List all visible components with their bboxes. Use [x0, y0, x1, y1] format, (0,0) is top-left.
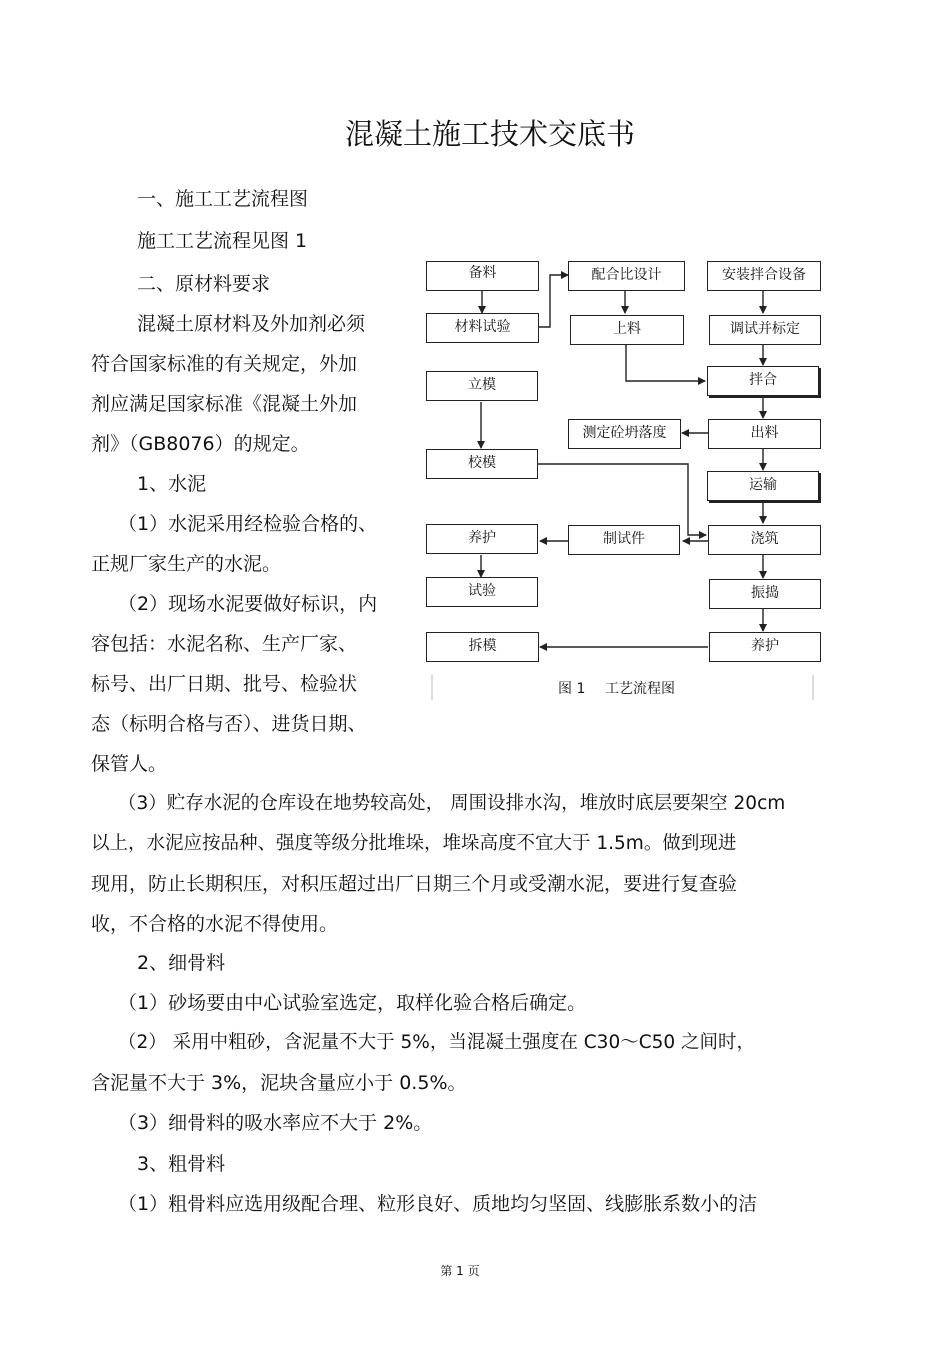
box-test-specimen: 制试件 — [568, 525, 680, 555]
paragraph-line: 剂应满足国家标准《混凝土外加 — [91, 393, 358, 415]
box-feeding: 上料 — [570, 315, 684, 345]
paragraph-line: 态（标明合格与否）、进货日期、 — [91, 713, 367, 735]
paragraph-line: （2） 采用中粗砂，含泥量不大于 5%，当混凝土强度在 C30～C50 之间时， — [118, 1032, 756, 1053]
paragraph-line: （3）细骨料的吸水率应不大于 2%。 — [118, 1112, 433, 1134]
box-beiliao: 备料 — [426, 261, 539, 291]
box-remove-formwork: 拆模 — [426, 632, 539, 662]
paragraph-line: （3）贮存水泥的仓库设在地势较高处， 周围设排水沟，堆放时底层要架空 20cm — [118, 793, 786, 814]
paragraph-line: 收，不合格的水泥不得使用。 — [91, 913, 339, 935]
box-pouring: 浇筑 — [708, 525, 821, 555]
box-slump-test: 测定砼坍落度 — [568, 419, 681, 449]
paragraph-line: 现用，防止长期积压，对积压超过出厂日期三个月或受潮水泥，要进行复查验 — [91, 873, 738, 895]
paragraph-line: （1）水泥采用经检验合格的、 — [118, 513, 378, 535]
subsection-heading: 1、水泥 — [137, 473, 207, 495]
box-mix-design: 配合比设计 — [568, 261, 685, 291]
box-erect-formwork: 立模 — [426, 371, 538, 401]
arrow-test-to-mix-design — [537, 275, 568, 327]
box-mixing: 拌合 — [707, 366, 819, 396]
box-check-formwork: 校模 — [426, 449, 538, 479]
paragraph-line: （1）粗骨料应选用级配合理、粒形良好、质地均匀坚固、线膨胀系数小的洁 — [118, 1193, 758, 1215]
paragraph-line: 标号、出厂日期、批号、检验状 — [91, 673, 358, 695]
paragraph-line: 正规厂家生产的水泥。 — [91, 553, 282, 575]
page-footer: 第 1 页 — [440, 1264, 480, 1278]
subsection-heading: 3、粗骨料 — [137, 1153, 226, 1175]
paragraph-line: （1）砂场要由中心试验室选定，取样化验合格后确定。 — [118, 992, 587, 1014]
box-curing-right: 养护 — [709, 632, 821, 662]
box-discharge: 出料 — [708, 419, 821, 449]
paragraph-line: 施工工艺流程见图 1 — [137, 230, 308, 252]
box-material-test: 材料试验 — [426, 313, 539, 343]
subsection-heading: 2、细骨料 — [137, 952, 226, 974]
figure-caption: 工艺流程图 — [605, 681, 675, 697]
paragraph-line: 容包括：水泥名称、生产厂家、 — [91, 633, 358, 655]
box-testing: 试验 — [426, 577, 538, 607]
paragraph-line: 以上，水泥应按品种、强度等级分批堆垛，堆垛高度不宜大于 1.5m。做到现进 — [91, 833, 737, 854]
process-flowchart — [420, 255, 830, 710]
page-title: 混凝土施工技术交底书 — [344, 117, 635, 151]
box-vibrating: 振捣 — [709, 579, 821, 609]
section-heading: 一、施工工艺流程图 — [137, 188, 309, 210]
box-curing-left: 养护 — [426, 524, 538, 554]
box-calibrate: 调试并标定 — [709, 315, 821, 345]
paragraph-line: 保管人。 — [91, 753, 168, 775]
box-install-mixer: 安装拌合设备 — [707, 261, 821, 291]
paragraph-line: 含泥量不大于 3%，泥块含量应小于 0.5%。 — [91, 1072, 467, 1094]
section-heading: 二、原材料要求 — [137, 273, 271, 295]
box-transport: 运输 — [707, 471, 819, 501]
arrow-feed-to-mixing — [626, 344, 705, 381]
paragraph-line: 符合国家标准的有关规定，外加 — [91, 353, 358, 375]
paragraph-line: （2）现场水泥要做好标识，内 — [118, 593, 378, 615]
figure-number: 图 1 — [558, 681, 586, 697]
paragraph-line: 剂》（GB8076）的规定。 — [91, 433, 310, 455]
paragraph-line: 混凝土原材料及外加剂必须 — [137, 313, 366, 335]
